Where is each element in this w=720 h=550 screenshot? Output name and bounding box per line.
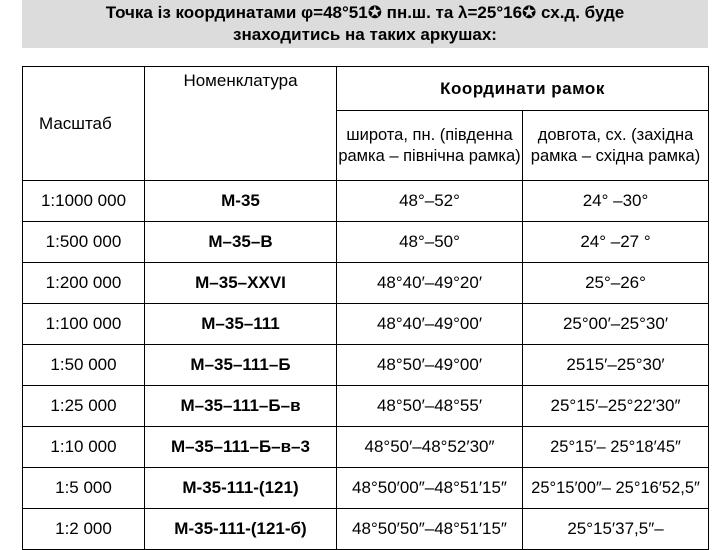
scale-cell: 1:200 000 [23, 263, 145, 304]
header-scale: Масштаб [23, 67, 145, 181]
table-row [23, 304, 709, 345]
scale-cell: 1:1000 000 [23, 181, 145, 222]
longitude-cell: 25°00′–25°30′ [523, 304, 709, 345]
table-body [23, 181, 709, 550]
header-nomenclature: Номенклатура [145, 67, 337, 181]
latitude-cell: 48°50′–48°52′30″ [337, 427, 523, 468]
longitude-cell: 2515′–25°30′ [523, 345, 709, 386]
nomenclature-cell: М-35-111-(121-б) [145, 509, 337, 550]
table-row [23, 509, 709, 550]
longitude-cell: 24° –30° [523, 181, 709, 222]
latitude-cell: 48°50′50″–48°51′15″ [337, 509, 523, 550]
table-row [23, 386, 709, 427]
table-row [23, 181, 709, 222]
scale-cell: 1:50 000 [23, 345, 145, 386]
nomenclature-cell: М-35-111-(121) [145, 468, 337, 509]
table-row [23, 427, 709, 468]
scale-cell: 1:100 000 [23, 304, 145, 345]
title-line-1: Точка із координатами φ=48°51✪ пн.ш. та λ=25°16✪ сх.д. буде [105, 3, 625, 22]
nomenclature-cell: М–35–В [145, 222, 337, 263]
longitude-cell: 25°15′00″– 25°16′52,5″ [523, 468, 709, 509]
scale-cell: 1:2 000 [23, 509, 145, 550]
longitude-cell: 25°15′37,5″– [523, 509, 709, 550]
header-latitude: широта, пн. (південна рамка – північна рамка) [337, 111, 523, 181]
title-banner [22, 0, 708, 48]
nomenclature-cell: М–35–111–Б [145, 345, 337, 386]
latitude-cell: 48°–52° [337, 181, 523, 222]
latitude-cell: 48°50′–48°55′ [337, 386, 523, 427]
nomenclature-cell: М–35–XXVI [145, 263, 337, 304]
nomenclature-cell: М–35–111 [145, 304, 337, 345]
longitude-cell: 25°15′– 25°18′45″ [523, 427, 709, 468]
latitude-cell: 48°50′00″–48°51′15″ [337, 468, 523, 509]
scale-cell: 1:5 000 [23, 468, 145, 509]
longitude-cell: 24° –27 ° [523, 222, 709, 263]
nomenclature-table [22, 66, 709, 550]
nomenclature-cell: М–35–111–Б–в–3 [145, 427, 337, 468]
header-coordinates: Координати рамок [337, 67, 709, 111]
header-longitude: довгота, сх. (західна рамка – східна рамка) [523, 111, 709, 181]
longitude-cell: 25°15′–25°22′30″ [523, 386, 709, 427]
scale-cell: 1:500 000 [23, 222, 145, 263]
table-row [23, 345, 709, 386]
latitude-cell: 48°50′–49°00′ [337, 345, 523, 386]
title-line-2: знаходитись на таких аркушах: [233, 25, 497, 44]
latitude-cell: 48°40′–49°20′ [337, 263, 523, 304]
latitude-cell: 48°–50° [337, 222, 523, 263]
table-row [23, 222, 709, 263]
scale-cell: 1:10 000 [23, 427, 145, 468]
table-row [23, 468, 709, 509]
table-row [23, 263, 709, 304]
nomenclature-cell: М-35 [145, 181, 337, 222]
nomenclature-cell: М–35–111–Б–в [145, 386, 337, 427]
longitude-cell: 25°–26° [523, 263, 709, 304]
header-row-1 [23, 67, 709, 111]
latitude-cell: 48°40′–49°00′ [337, 304, 523, 345]
scale-cell: 1:25 000 [23, 386, 145, 427]
